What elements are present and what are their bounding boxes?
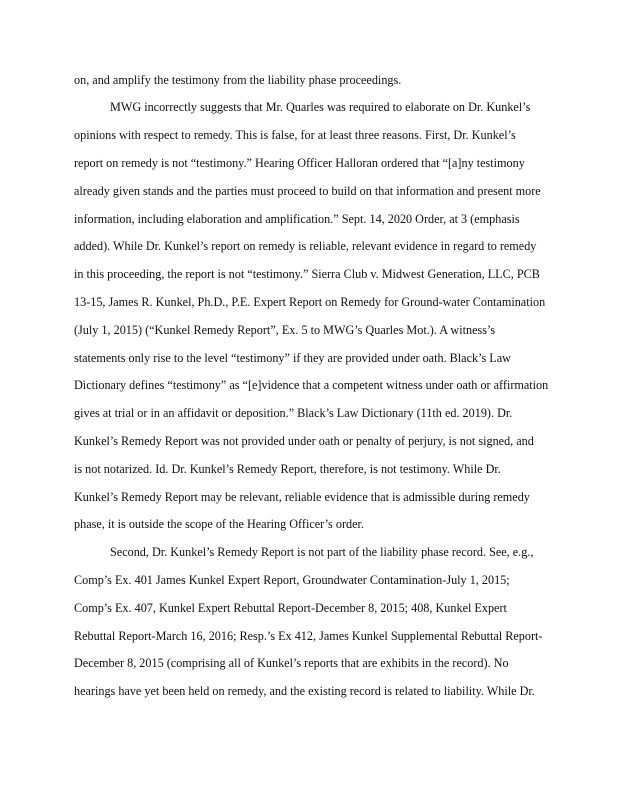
text-line: in this proceeding, the report is not “testimony.” Sierra Club v. Midwest Generation, LLC, PCB [74,267,540,281]
text-line: added). While Dr. Kunkel’s report on remedy is reliable, relevant evidence in regard to remedy [74,239,537,253]
text-line: is not notarized. Id. Dr. Kunkel’s Remedy Report, therefore, is not testimony. While Dr. [74,462,501,476]
text-line: (July 1, 2015) (“Kunkel Remedy Report”, Ex. 5 to MWG’s Quarles Mot.). A witness’s [74,323,496,337]
text-line: MWG incorrectly suggests that Mr. Quarles was required to elaborate on Dr. Kunkel’s [110,100,531,114]
text-line: information, including elaboration and amplification.” Sept. 14, 2020 Order, at 3 (emphasis [74,212,520,226]
text-line: Dictionary defines “testimony” as “[e]vidence that a competent witness under oath or affirmation [74,378,549,392]
text-line: on, and amplify the testimony from the liability phase proceedings. [74,73,402,87]
text-line: Comp’s Ex. 401 James Kunkel Expert Report, Groundwater Contamination-July 1, 2015; [74,573,510,587]
text-line: already given stands and the parties must proceed to build on that information and present more [74,184,541,198]
text-line: gives at trial or in an affidavit or deposition.” Black’s Law Dictionary (11th ed. 2019). Dr. [74,406,513,420]
text-line: Kunkel’s Remedy Report was not provided under oath or penalty of perjury, is not signed, and [74,434,534,448]
text-line: opinions with respect to remedy. This is false, for at least three reasons. First, Dr. Kunkel’s [74,128,516,142]
text-line: Comp’s Ex. 407, Kunkel Expert Rebuttal Report-December 8, 2015; 408, Kunkel Expert [74,601,507,615]
text-line: statements only rise to the level “testimony” if they are provided under oath. Black’s Law [74,351,511,365]
text-line: December 8, 2015 (comprising all of Kunkel’s reports that are exhibits in the record). No [74,656,509,670]
text-line: Rebuttal Report-March 16, 2016; Resp.’s Ex 412, James Kunkel Supplemental Rebuttal Report- [74,629,543,643]
text-line: 13-15, James R. Kunkel, Ph.D., P.E. Expert Report on Remedy for Ground-water Contamination [74,295,546,309]
text-line: phase, it is outside the scope of the Hearing Officer’s order. [74,517,364,531]
text-line: report on remedy is not “testimony.” Hearing Officer Halloran ordered that “[a]ny testimony [74,156,525,170]
text-line: hearings have yet been held on remedy, and the existing record is related to liability. While Dr. [74,684,535,698]
text-line: Kunkel’s Remedy Report may be relevant, reliable evidence that is admissible during remedy [74,490,530,504]
text-line: Second, Dr. Kunkel’s Remedy Report is not part of the liability phase record. See, e.g., [110,545,534,559]
